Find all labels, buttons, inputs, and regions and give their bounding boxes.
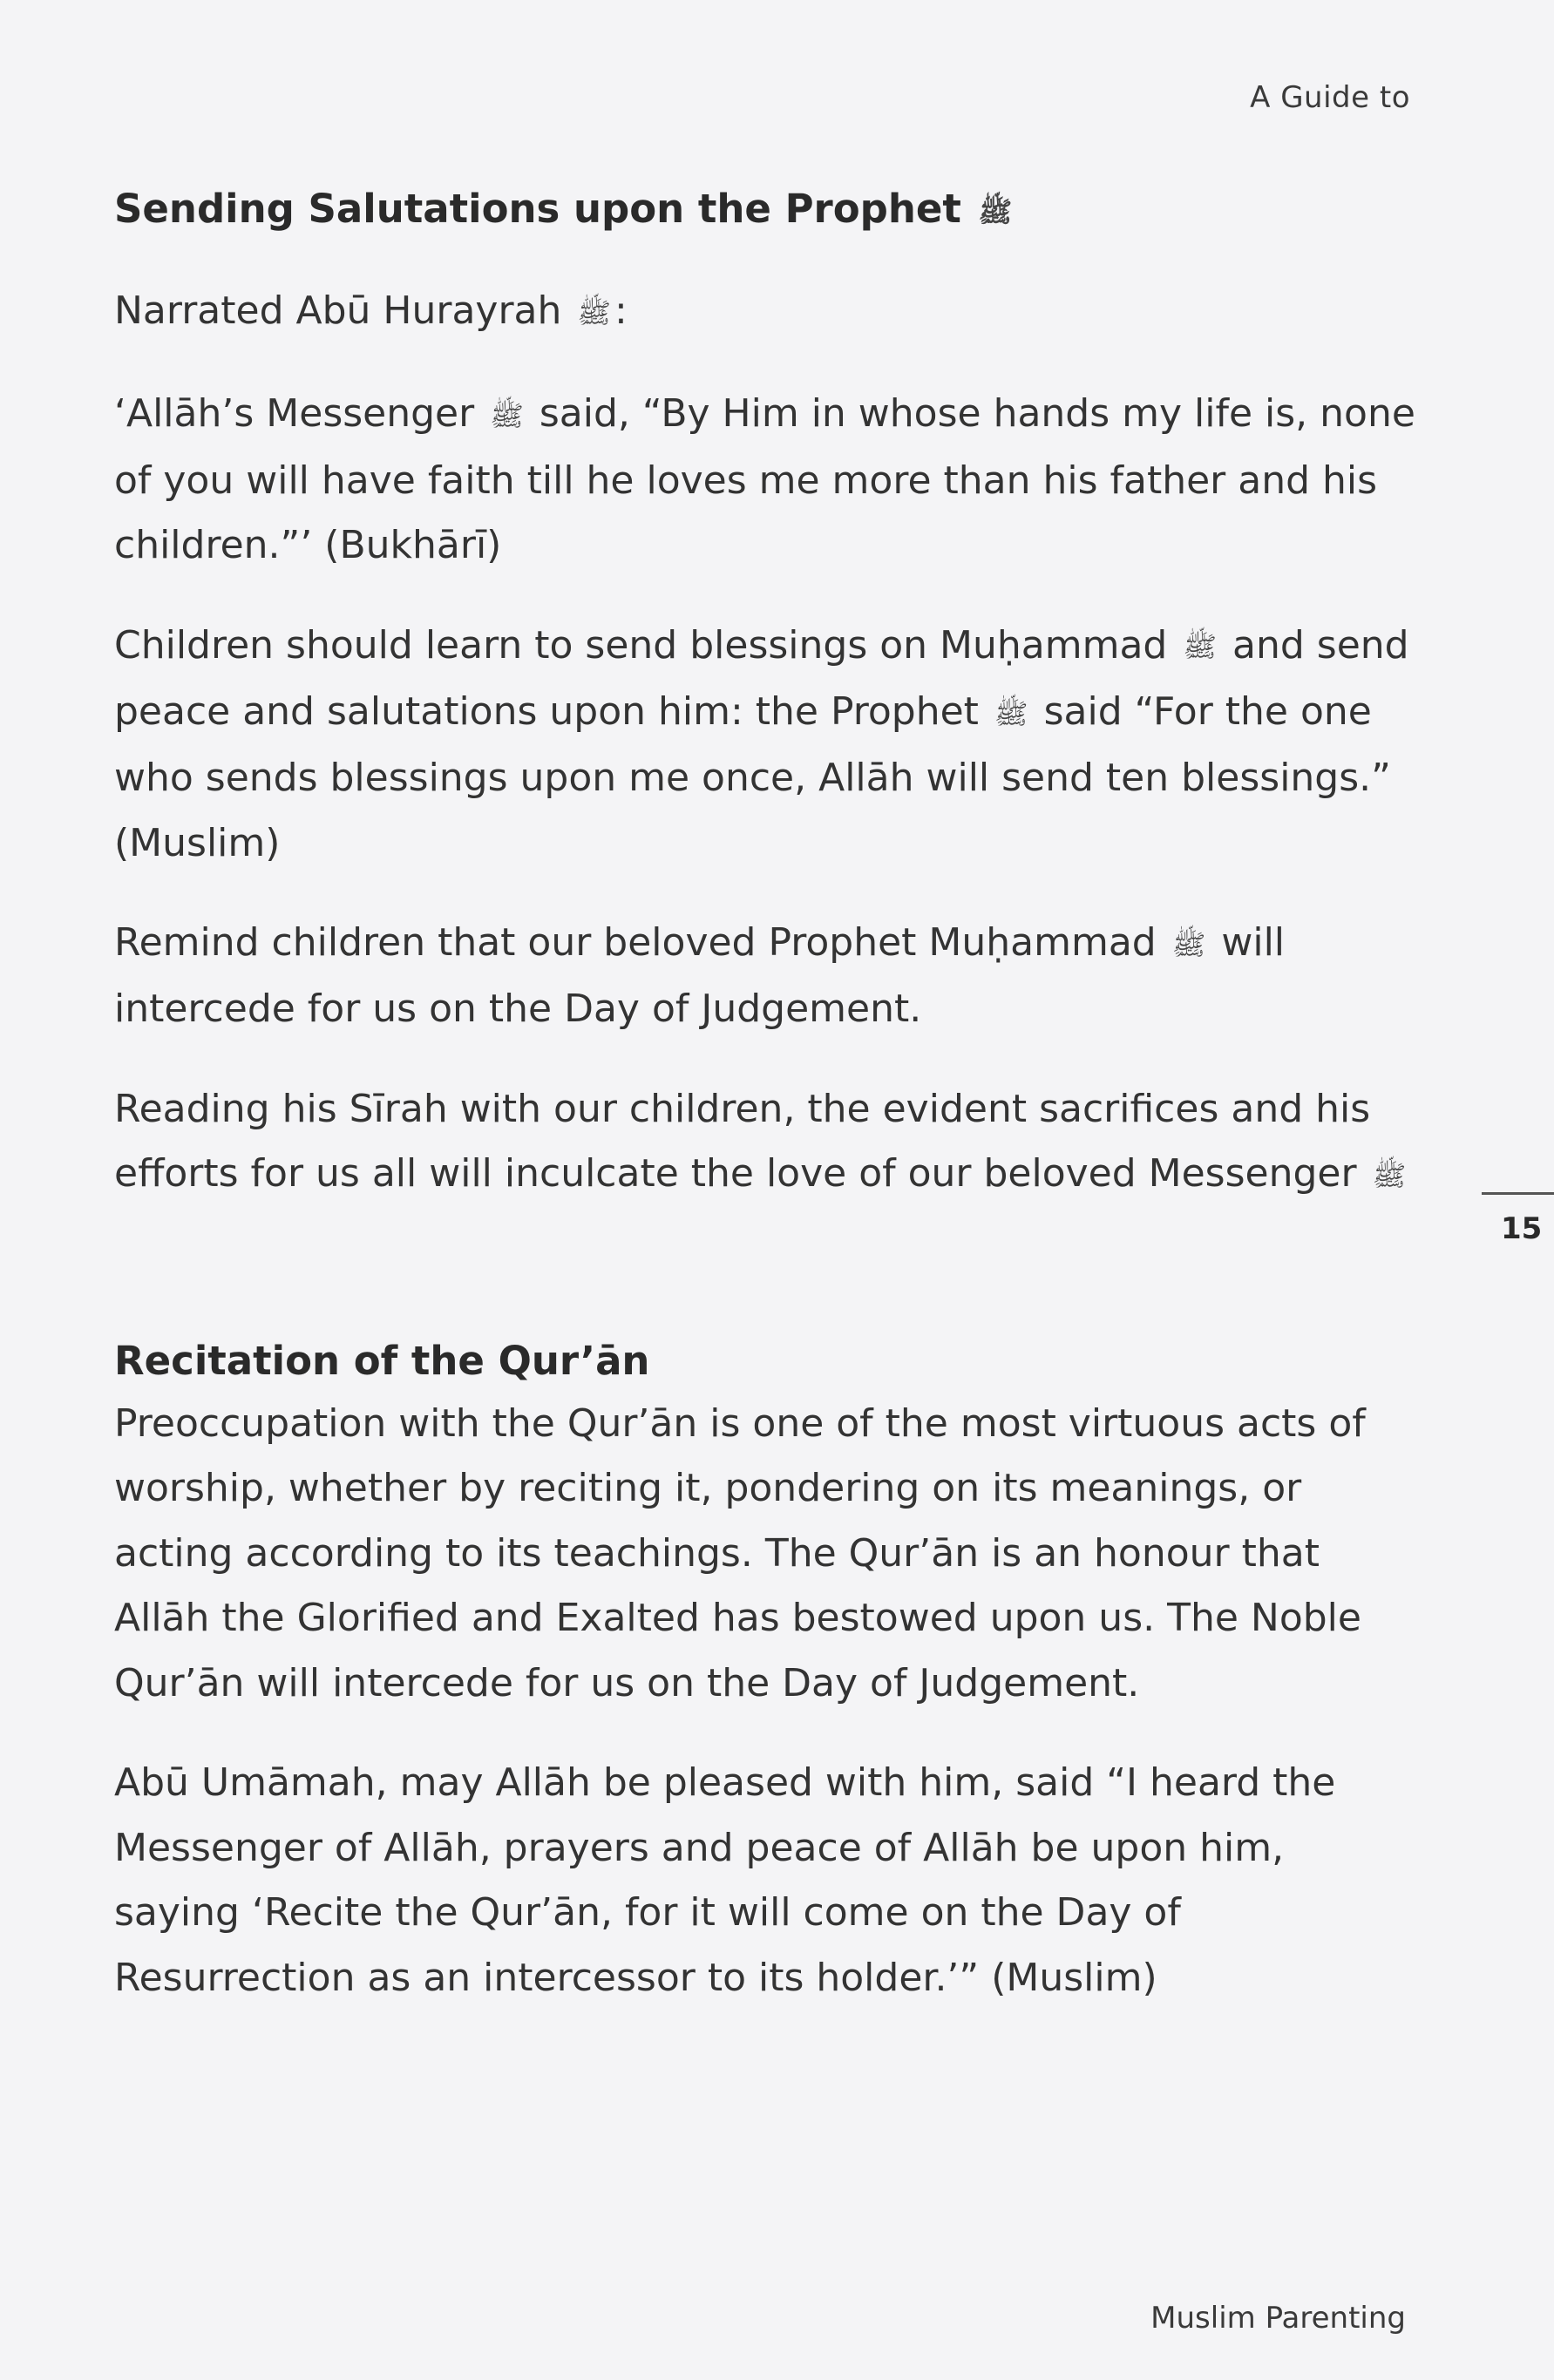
- honorific-glyph: ﷺ: [994, 696, 1028, 730]
- page-number: 15: [1501, 1211, 1543, 1246]
- narrator-line: Narrated Abū Hurayrah ﷺ:: [114, 279, 1422, 345]
- section-title-salutations: Sending Salutations upon the Prophet ﷺ: [114, 179, 1422, 242]
- sirah-paragraph: Reading his Sīrah with our children, the evident sacrifices and his efforts for us all will inculcate the love of our beloved Messenger ﷺ: [114, 1077, 1422, 1209]
- honorific-glyph: ﷺ: [1183, 630, 1218, 664]
- intercession-paragraph: Remind children that our beloved Prophet Muḥammad ﷺ will intercede for us on the Day of Judgement.: [114, 911, 1422, 1042]
- honorific-glyph: ﷺ: [490, 399, 524, 432]
- honorific-glyph: ﷺ: [1171, 927, 1206, 961]
- honorific-glyph: ﷺ: [1372, 1159, 1407, 1192]
- honorific-glyph: ﷺ: [978, 195, 1013, 228]
- page-number-rule: [1482, 1192, 1554, 1195]
- page-content: [114, 179, 1422, 2010]
- hadith-paragraph: ‘Allāh’s Messenger ﷺ said, “By Him in whose hands my life is, none of you will have faith till he loves me more than his father and his children.”’ (Bukhārī): [114, 382, 1422, 578]
- quran-virtue-paragraph: Preoccupation with the Qur’ān is one of the most virtuous acts of worship, whether by reciting it, pondering on its meanings, or acting according to its teachings. The Qur’ān is an honour that Allāh the Glorified and Exalted has bestowed upon us. The Noble Qur’ān will intercede for us on the Day of Judgement.: [114, 1400, 1366, 1705]
- honorific-glyph: ﷺ: [577, 295, 612, 329]
- section-title-recitation: Recitation of the Qur’ān: [114, 1337, 650, 1384]
- running-footer: Muslim Parenting: [1150, 2301, 1406, 2336]
- quran-hadith-paragraph: Abū Umāmah, may Allāh be pleased with him, said “I heard the Messenger of Allāh, prayers and peace of Allāh be upon him, saying ‘Recite the Qur’ān, for it will come on the Day of Resurrection as an intercessor to its holder.’” (Muslim): [114, 1760, 1336, 2000]
- running-header: A Guide to: [1250, 80, 1410, 115]
- blessings-paragraph: Children should learn to send blessings on Muḥammad ﷺ and send peace and salutations upon him: the Prophet ﷺ said “For the one who sends blessings upon me once, Allāh will send ten blessings.” (Muslim): [114, 614, 1422, 877]
